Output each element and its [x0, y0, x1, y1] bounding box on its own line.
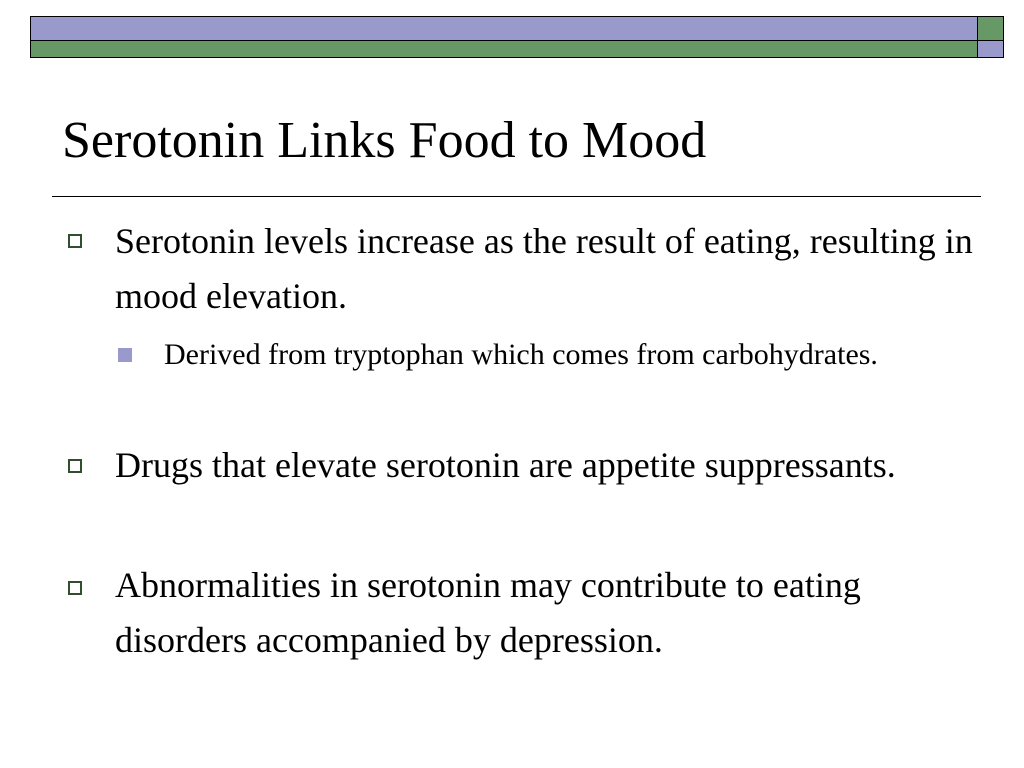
header-bar-green: [30, 41, 977, 58]
bullet-item-2: Drugs that elevate serotonin are appetite suppressants.: [115, 445, 896, 485]
header-square-green: [977, 16, 1004, 41]
sub-bullet-item-1-1: Derived from tryptophan which comes from carbohydrates.: [164, 338, 878, 371]
filled-square-icon: [118, 348, 132, 362]
hollow-square-icon: [68, 581, 82, 595]
header-square-lavender: [977, 41, 1004, 58]
hollow-square-icon: [68, 234, 82, 248]
slide-title: Serotonin Links Food to Mood: [62, 112, 707, 169]
header-bar-lavender: [30, 16, 977, 41]
bullet-item-1: Serotonin levels increase as the result of eating, resulting in mood elevation.: [115, 221, 973, 316]
hollow-square-icon: [68, 459, 82, 473]
bullet-item-3: Abnormalities in serotonin may contribute to eating disorders accompanied by depression.: [115, 565, 861, 660]
title-divider: [52, 196, 981, 197]
